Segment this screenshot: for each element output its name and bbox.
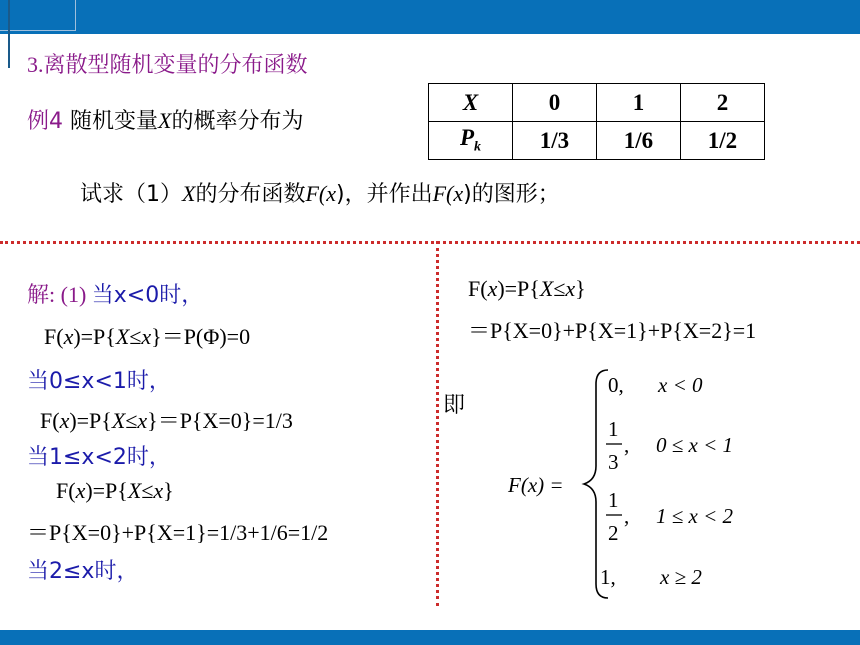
solution-step: : (1) <box>49 282 92 307</box>
formula-part: )=P{ <box>73 324 116 349</box>
formula-part: }＝P(Φ)=0 <box>151 324 251 349</box>
formula-part: }＝P{X=0}=1/3 <box>147 408 293 433</box>
formula-part: F( <box>468 276 488 301</box>
condition-text: 当x<0时， <box>91 283 204 308</box>
example-var: X <box>158 108 172 133</box>
example-pre: 随机变量 <box>63 109 158 134</box>
formula-line <box>56 478 174 504</box>
title-number: 3. <box>27 52 44 77</box>
example-statement <box>27 104 303 135</box>
task-var: x <box>326 181 336 206</box>
task-var: X <box>182 181 196 206</box>
case-condition: x < 0 <box>658 373 703 397</box>
formula-part: )=P{ <box>497 276 540 301</box>
condition-text: 当1≤x<2时， <box>27 445 171 470</box>
fraction-denominator: 3 <box>608 450 619 474</box>
case-condition: 0 ≤ x < 1 <box>656 433 734 457</box>
task-statement <box>80 177 560 208</box>
bottom-banner <box>0 630 860 645</box>
case-comma: , <box>624 504 630 528</box>
left-brace <box>584 370 608 598</box>
case-value: 1, <box>600 565 616 589</box>
example-post: 的概率分布为 <box>171 109 304 134</box>
condition-text: 当0≤x<1时， <box>27 369 171 394</box>
formula-line <box>468 276 586 302</box>
piecewise-function <box>500 362 800 607</box>
fraction-numerator: 1 <box>608 488 619 512</box>
table-cell: 1 <box>597 84 681 122</box>
top-corner-frame <box>0 0 76 31</box>
table-cell: 1/2 <box>681 122 765 160</box>
case-comma: , <box>624 433 630 457</box>
left-accent-line <box>8 0 10 68</box>
formula-part: )=P{ <box>69 408 112 433</box>
vertical-divider <box>436 241 439 606</box>
case-condition: 1 ≤ x < 2 <box>656 504 734 528</box>
table-cell: 1/6 <box>597 122 681 160</box>
solution-line-1 <box>27 278 203 309</box>
task-var: x <box>453 181 464 206</box>
formula-var: x <box>487 276 498 301</box>
formula-var: X≤x <box>115 324 152 349</box>
row-label: P <box>459 125 475 151</box>
task-text: 试求（1） <box>80 182 182 207</box>
solution-label: 解 <box>27 283 50 308</box>
slide-title <box>27 48 308 79</box>
formula-part: )=P{ <box>85 478 128 503</box>
top-banner <box>0 0 860 34</box>
function-lhs: F(x) = <box>508 473 564 497</box>
row-label-sub: k <box>474 139 482 155</box>
task-func: F( <box>432 181 454 206</box>
task-func: F( <box>305 181 327 206</box>
formula-part: F( <box>40 408 60 433</box>
case-condition: x ≥ 2 <box>660 565 702 589</box>
formula-var: X≤x <box>111 408 148 433</box>
table-cell: 0 <box>513 84 597 122</box>
distribution-table <box>428 83 765 160</box>
formula-var: x <box>59 408 70 433</box>
horizontal-divider <box>0 241 860 244</box>
fraction-numerator: 1 <box>608 417 619 441</box>
table-cell: X <box>429 84 513 122</box>
formula-line <box>40 404 293 435</box>
formula-line: ＝P{X=0}+P{X=1}+P{X=2}=1 <box>468 318 757 343</box>
formula-part: } <box>575 276 586 301</box>
formula-var: X≤x <box>539 276 576 301</box>
formula-var: x <box>63 324 74 349</box>
table-header-row <box>429 84 765 122</box>
formula-var: X≤x <box>127 478 164 503</box>
task-text: )的图形； <box>463 182 560 207</box>
title-text: 离散型随机变量的分布函数 <box>43 53 308 78</box>
formula-part: F( <box>44 324 64 349</box>
example-label: 例4 <box>27 109 63 134</box>
table-row <box>429 122 765 160</box>
task-text: )，并作出 <box>336 182 433 207</box>
ji-label: 即 <box>443 393 466 418</box>
formula-line: ＝P{X=0}+P{X=1}=1/3+1/6=1/2 <box>27 520 329 545</box>
table-cell: 1/3 <box>513 122 597 160</box>
fraction-denominator: 2 <box>608 521 619 545</box>
formula-var: x <box>75 478 86 503</box>
table-cell <box>429 122 513 160</box>
table-cell: 2 <box>681 84 765 122</box>
case-value: 0, <box>608 373 624 397</box>
formula-line <box>44 320 250 351</box>
condition-text: 当2≤x时， <box>27 559 139 584</box>
formula-part: F( <box>56 478 76 503</box>
task-text: 的分布函数 <box>195 182 306 207</box>
formula-part: } <box>163 478 174 503</box>
